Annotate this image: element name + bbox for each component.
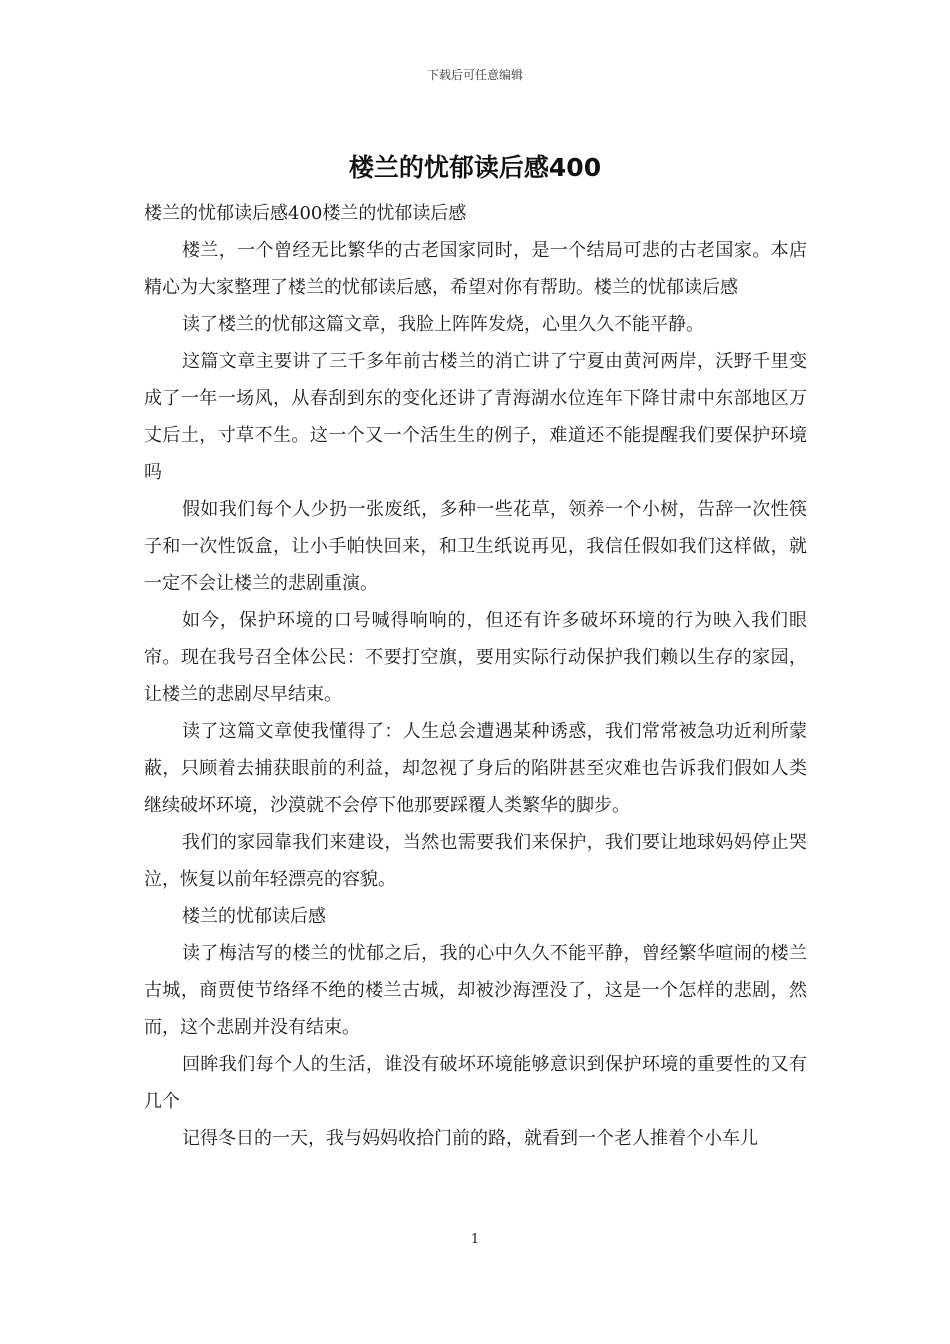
paragraph: 读了这篇文章使我懂得了：人生总会遭遇某种诱惑，我们常常被急功近利所蒙蔽，只顾着去捕获眼前的利益，却忽视了身后的陷阱甚至灾难也告诉我们假如人类继续破坏环境，沙漠就不会停下他那要踩覆人类繁华的脚步。 (144, 721, 807, 816)
document-body (144, 195, 807, 1157)
paragraph: 楼兰，一个曾经无比繁华的古老国家同时，是一个结局可悲的古老国家。本店精心为大家整理了楼兰的忧郁读后感，希望对你有帮助。楼兰的忧郁读后感 (144, 240, 807, 298)
page-header-note: 下载后可任意编辑 (426, 68, 523, 82)
paragraph: 读了楼兰的忧郁这篇文章，我脸上阵阵发烧，心里久久不能平静。 (182, 314, 704, 335)
page-number: 1 (470, 1232, 480, 1247)
paragraph: 这篇文章主要讲了三千多年前古楼兰的消亡讲了宁夏由黄河两岸，沃野千里变成了一年一场风，从春刮到东的变化还讲了青海湖水位连年下降甘肃中东部地区万丈后土，寸草不生。这一个又一个活生生的例子，难道还不能提醒我们要保护环境吗 (144, 351, 807, 483)
paragraph: 我们的家园靠我们来建设，当然也需要我们来保护，我们要让地球妈妈停止哭泣，恢复以前年轻漂亮的容貌。 (144, 832, 807, 890)
paragraph: 回眸我们每个人的生活，谁没有破坏环境能够意识到保护环境的重要性的又有几个 (144, 1054, 807, 1112)
paragraph: 如今，保护环境的口号喊得响响的，但还有许多破坏环境的行为映入我们眼帘。现在我号召全体公民：不要打空旗，要用实际行动保护我们赖以生存的家园，让楼兰的悲剧尽早结束。 (144, 610, 807, 705)
section-heading: 楼兰的忧郁读后感 (182, 906, 326, 927)
paragraph: 记得冬日的一天，我与妈妈收拾门前的路，就看到一个老人推着个小车儿 (182, 1128, 758, 1149)
paragraph: 假如我们每个人少扔一张废纸，多种一些花草，领养一个小树，告辞一次性筷子和一次性饭盒，让小手帕快回来，和卫生纸说再见，我信任假如我们这样做，就一定不会让楼兰的悲剧重演。 (144, 499, 807, 594)
paragraph: 读了梅洁写的楼兰的忧郁之后，我的心中久久不能平静，曾经繁华喧闹的楼兰古城，商贾使节络绎不绝的楼兰古城，却被沙海湮没了，这是一个怎样的悲剧，然而，这个悲剧并没有结束。 (144, 943, 807, 1038)
document-title: 楼兰的忧郁读后感400 (348, 153, 602, 182)
paragraph-subtitle: 楼兰的忧郁读后感400楼兰的忧郁读后感 (144, 203, 467, 224)
